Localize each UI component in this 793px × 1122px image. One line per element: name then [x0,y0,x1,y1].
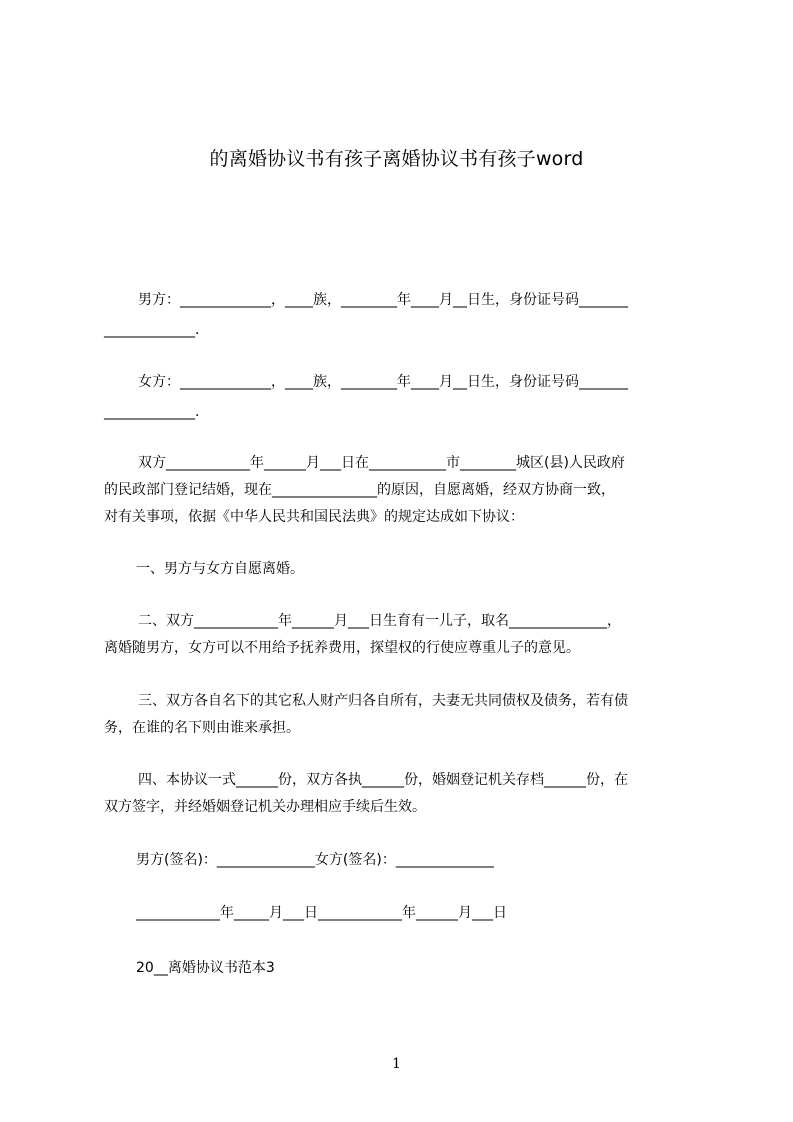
clause-3-line-1: 三、双方各自名下的其它私人财产归各自所有，夫妻无共同债权及债务，若有债 [138,693,628,709]
intro-paragraph-line-1: 双方____________年______月___日在___________市________城区(县)人民政府 [138,455,625,471]
next-section-heading: 20__离婚协议书范本3 [136,960,275,976]
page-number: 1 [392,1056,401,1072]
clause-3-line-2: 务，在谁的名下则由谁来承担。 [104,720,300,736]
husband-info-continuation: _____________. [104,322,200,338]
wife-info-line: 女方：_____________，____族，________年____月__日生，身份证号码_______ [138,374,628,390]
clause-4-line-1: 四、本协议一式______份，双方各执______份，婚姻登记机关存档______份，在 [138,772,628,788]
signature-line: 男方(签名)：______________女方(签名)：______________ [136,852,494,868]
husband-info-line: 男方：_____________，____族，________年____月__日生，身份证号码_______ [138,292,628,308]
clause-1: 一、男方与女方自愿离婚。 [136,561,304,577]
intro-paragraph-line-2: 的民政部门登记结婚，现在_______________的原因，自愿离婚，经双方协商一致， [104,482,615,498]
document-title: 的离婚协议书有孩子离婚协议书有孩子word [209,148,584,170]
wife-info-continuation: _____________. [104,404,200,420]
intro-paragraph-line-3: 对有关事项，依据《中华人民共和国民法典》的规定达成如下协议： [104,509,524,525]
clause-2-line-2: 离婚随男方，女方可以不用给予抚养费用，探望权的行使应尊重儿子的意见。 [104,640,580,656]
clause-2-line-1: 二、双方____________年______月___日生育有一儿子，取名______________， [138,613,621,629]
clause-4-line-2: 双方签字，并经婚姻登记机关办理相应手续后生效。 [104,799,426,815]
date-line: ____________年_____月___日____________年______月___日 [136,905,507,921]
